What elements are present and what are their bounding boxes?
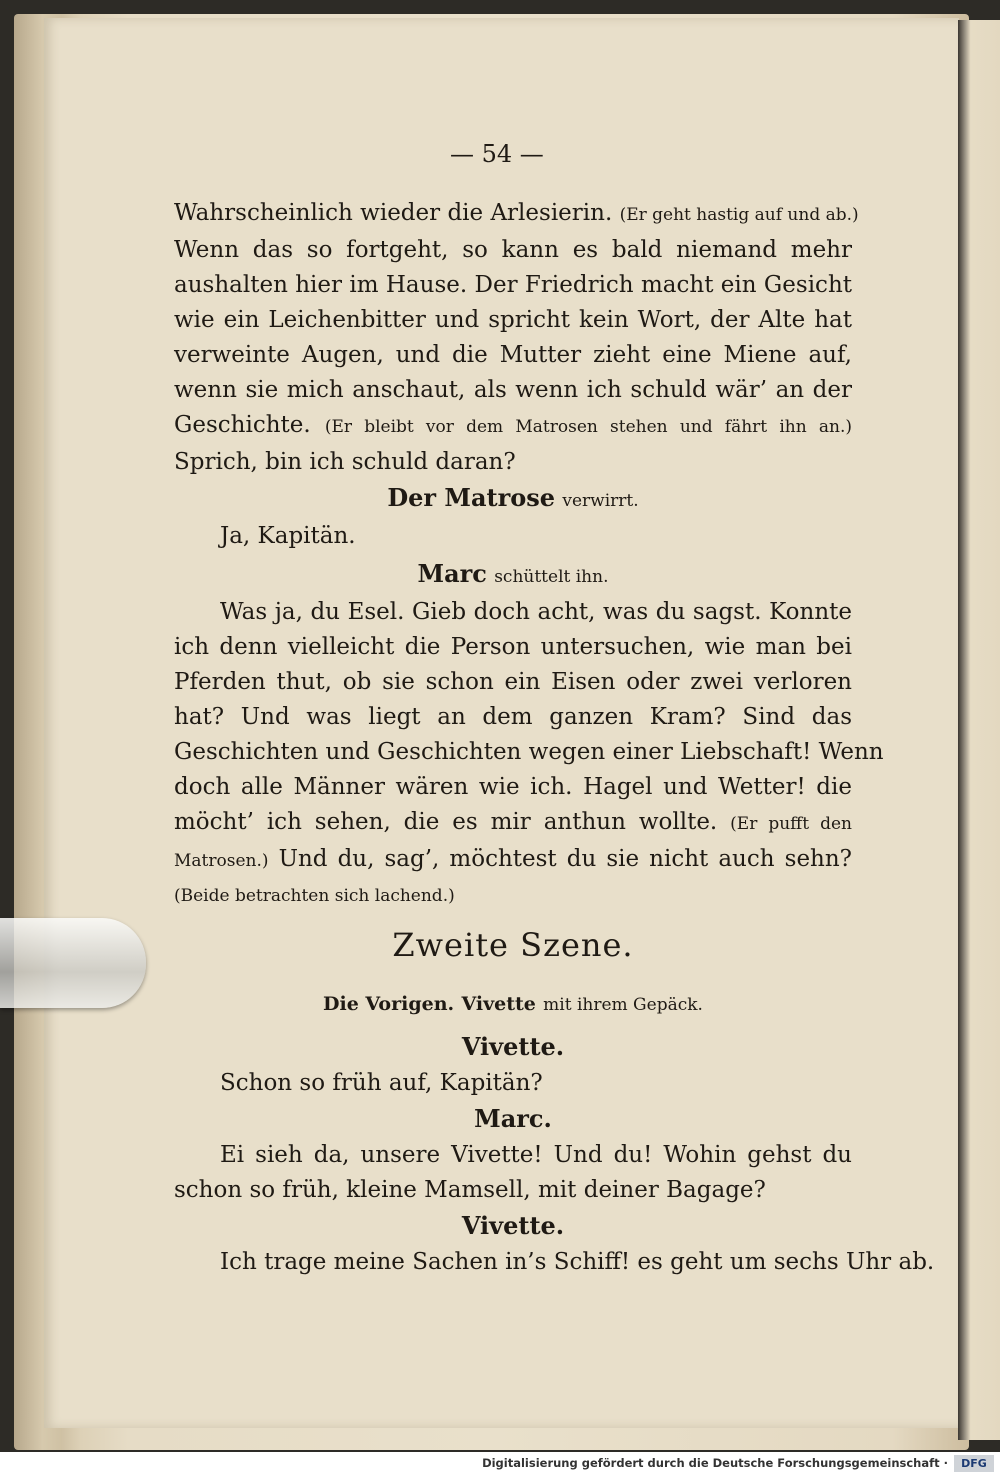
speaker-name: Marc xyxy=(417,559,487,588)
dialogue-line: Was ja, du Esel. Gieb doch acht, was du sagst. Konnte xyxy=(220,599,852,625)
dfg-logo: DFG xyxy=(954,1455,994,1472)
speaker-name: Marc. xyxy=(474,1104,552,1133)
dialogue-line: Ja, Kapitän. xyxy=(220,523,356,549)
text-line: aushalten hier im Hause. Der Friedrich macht ein Gesicht xyxy=(174,272,852,298)
dialogue-line: ich denn vielleicht die Person untersuchen, wie man bei xyxy=(174,634,852,660)
text-block-lower xyxy=(174,986,935,1280)
scene-title: Zweite Szene. xyxy=(392,926,634,964)
speaker-name: Vivette. xyxy=(461,1211,565,1240)
stage-direction: schüttelt ihn. xyxy=(494,567,609,587)
dialogue-line: Schon so früh auf, Kapitän? xyxy=(220,1070,543,1096)
dialogue-line: Ich trage meine Sachen in’s Schiff! es geht um sechs Uhr ab. xyxy=(220,1249,935,1275)
digitization-credit: Digitalisierung gefördert durch die Deutsche Forschungsgemeinschaft · xyxy=(482,1456,948,1470)
text-line: Geschichte. (Er bleibt vor dem Matrosen stehen und fährt ihn an.) xyxy=(174,412,853,438)
text-line: Wenn das so fortgeht, so kann es bald niemand mehr xyxy=(174,237,852,263)
text-line: verweinte Augen, und die Mutter zieht eine Miene auf, xyxy=(174,342,852,368)
stage-direction: (Beide betrachten sich lachend.) xyxy=(174,886,455,906)
persons-name: Die Vorigen. xyxy=(323,993,455,1015)
text-line: Sprich, bin ich schuld daran? xyxy=(174,449,516,475)
speaker-name: Der Matrose xyxy=(387,483,556,512)
dialogue-line: schon so früh, kleine Mamsell, mit deiner Bagage? xyxy=(174,1177,766,1203)
stage-direction: verwirrt. xyxy=(562,491,639,511)
dialogue-line: hat? Und was liegt an dem ganzen Kram? Sind das xyxy=(174,704,852,730)
text-line: wie ein Leichenbitter und spricht kein Wort, der Alte hat xyxy=(174,307,852,333)
dialogue-line: doch alle Männer wären wie ich. Hagel und Wetter! die xyxy=(174,774,852,800)
speaker-line xyxy=(174,556,852,595)
stage-direction: (Er geht hastig auf und ab.) xyxy=(619,205,859,225)
glass-page-clip xyxy=(0,918,146,1008)
dialogue-line: Matrosen.) Und du, sag’, möchtest du sie nicht auch sehn? xyxy=(174,846,853,872)
speaker-name: Vivette. xyxy=(461,1032,565,1061)
dialogue-line: Geschichten und Geschichten wegen einer Liebschaft! Wenn xyxy=(174,739,884,765)
facing-page-edge xyxy=(958,20,1000,1440)
dialogue-line: möcht’ ich sehen, die es mir anthun wollte. (Er pufft den xyxy=(174,809,852,835)
stage-direction: (Er bleibt vor dem Matrosen stehen und fährt ihn an.) xyxy=(324,417,853,437)
text-line: wenn sie mich anschaut, als wenn ich schuld wär’ an der xyxy=(174,377,852,403)
text-line: Wahrscheinlich wieder die Arlesierin. (Er geht hastig auf und ab.) xyxy=(174,200,859,226)
stage-direction: Matrosen.) xyxy=(174,851,269,871)
speaker-line xyxy=(174,1208,852,1245)
text-block-upper xyxy=(174,196,884,914)
persons-line xyxy=(174,986,852,1023)
speaker-line xyxy=(174,480,852,519)
dialogue-line: Ei sieh da, unsere Vivette! Und du! Wohin gehst du xyxy=(220,1142,852,1168)
page-number: — 54 — xyxy=(450,140,544,168)
stage-direction: mit ihrem Gepäck. xyxy=(543,995,703,1015)
footer-bar xyxy=(0,1452,1000,1476)
dialogue-line: Pferden thut, ob sie schon ein Eisen oder zwei verloren xyxy=(174,669,852,695)
stage-direction: (Er pufft den xyxy=(730,814,852,834)
speaker-line xyxy=(174,1101,852,1138)
persons-name: Vivette xyxy=(461,993,536,1015)
speaker-line xyxy=(174,1029,852,1066)
